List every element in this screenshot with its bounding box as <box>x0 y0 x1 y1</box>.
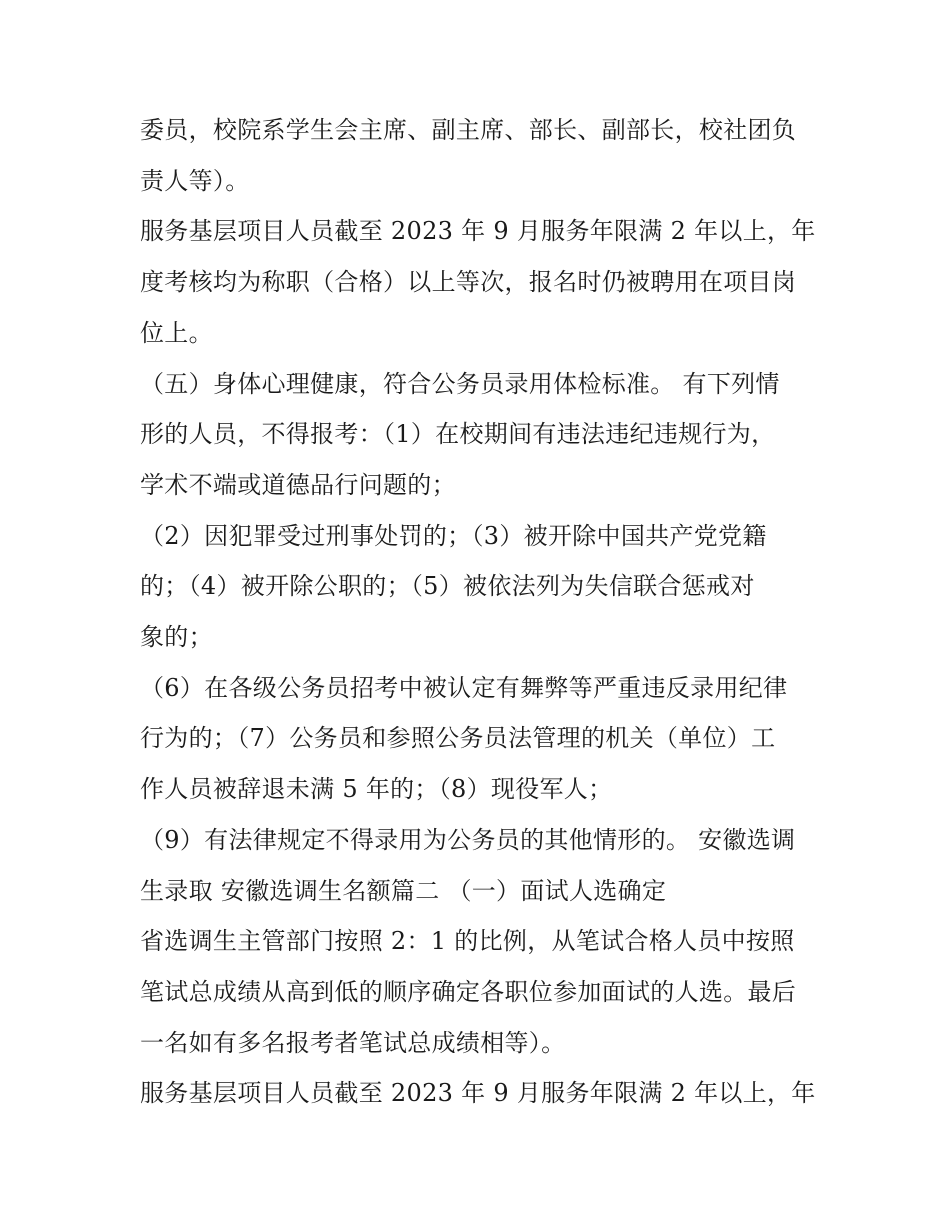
document-body <box>140 105 820 1119</box>
text-line: 省选调生主管部门按照 2：1 的比例，从笔试合格人员中按照 <box>140 927 795 956</box>
text-line: 委员，校院系学生会主席、副主席、部长、副部长，校社团负 <box>140 116 797 144</box>
text-line: （9）有法律规定不得录用为公务员的其他情形的。 安徽选调 <box>140 825 796 854</box>
text-line: 位上。 <box>140 318 213 347</box>
text-line: （6）在各级公务员招考中被认定有舞弊等严重违反录用纪律 <box>140 673 788 702</box>
text-line: （五）身体心理健康，符合公务员录用体检标准。 有下列情 <box>140 369 780 398</box>
text-line: （2）因犯罪受过刑事处罚的；（3）被开除中国共产党党籍 <box>140 521 767 550</box>
text-line: 形的人员，不得报考：（1）在校期间有违法违纪违规行为， <box>140 420 776 449</box>
text-line: 责人等）。 <box>140 166 250 195</box>
text-line: 笔试总成绩从高到低的顺序确定各职位参加面试的人选。最后 <box>140 977 797 1006</box>
text-line: 作人员被辞退未满 5 年的；（8）现役军人； <box>140 775 613 804</box>
text-line: 服务基层项目人员截至 2023 年 9 月服务年限满 2 年以上，年 <box>140 217 816 246</box>
text-line: 象的； <box>140 623 213 652</box>
text-line: 度考核均为称职（合格）以上等次，报名时仍被聘用在项目岗 <box>140 268 797 297</box>
text-line: 服务基层项目人员截至 2023 年 9 月服务年限满 2 年以上，年 <box>140 1079 816 1108</box>
text-line: 的；（4）被开除公职的；（5）被依法列为失信联合惩戒对 <box>140 572 755 601</box>
text-line: 学术不端或道德品行问题的； <box>140 470 456 499</box>
text-line: 行为的；（7）公务员和参照公务员法管理的机关（单位）工 <box>140 724 776 753</box>
text-line: 生录取 安徽选调生名额篇二 （一）面试人选确定 <box>140 876 667 905</box>
text-line: 一名如有多名报考者笔试总成绩相等）。 <box>140 1028 566 1057</box>
